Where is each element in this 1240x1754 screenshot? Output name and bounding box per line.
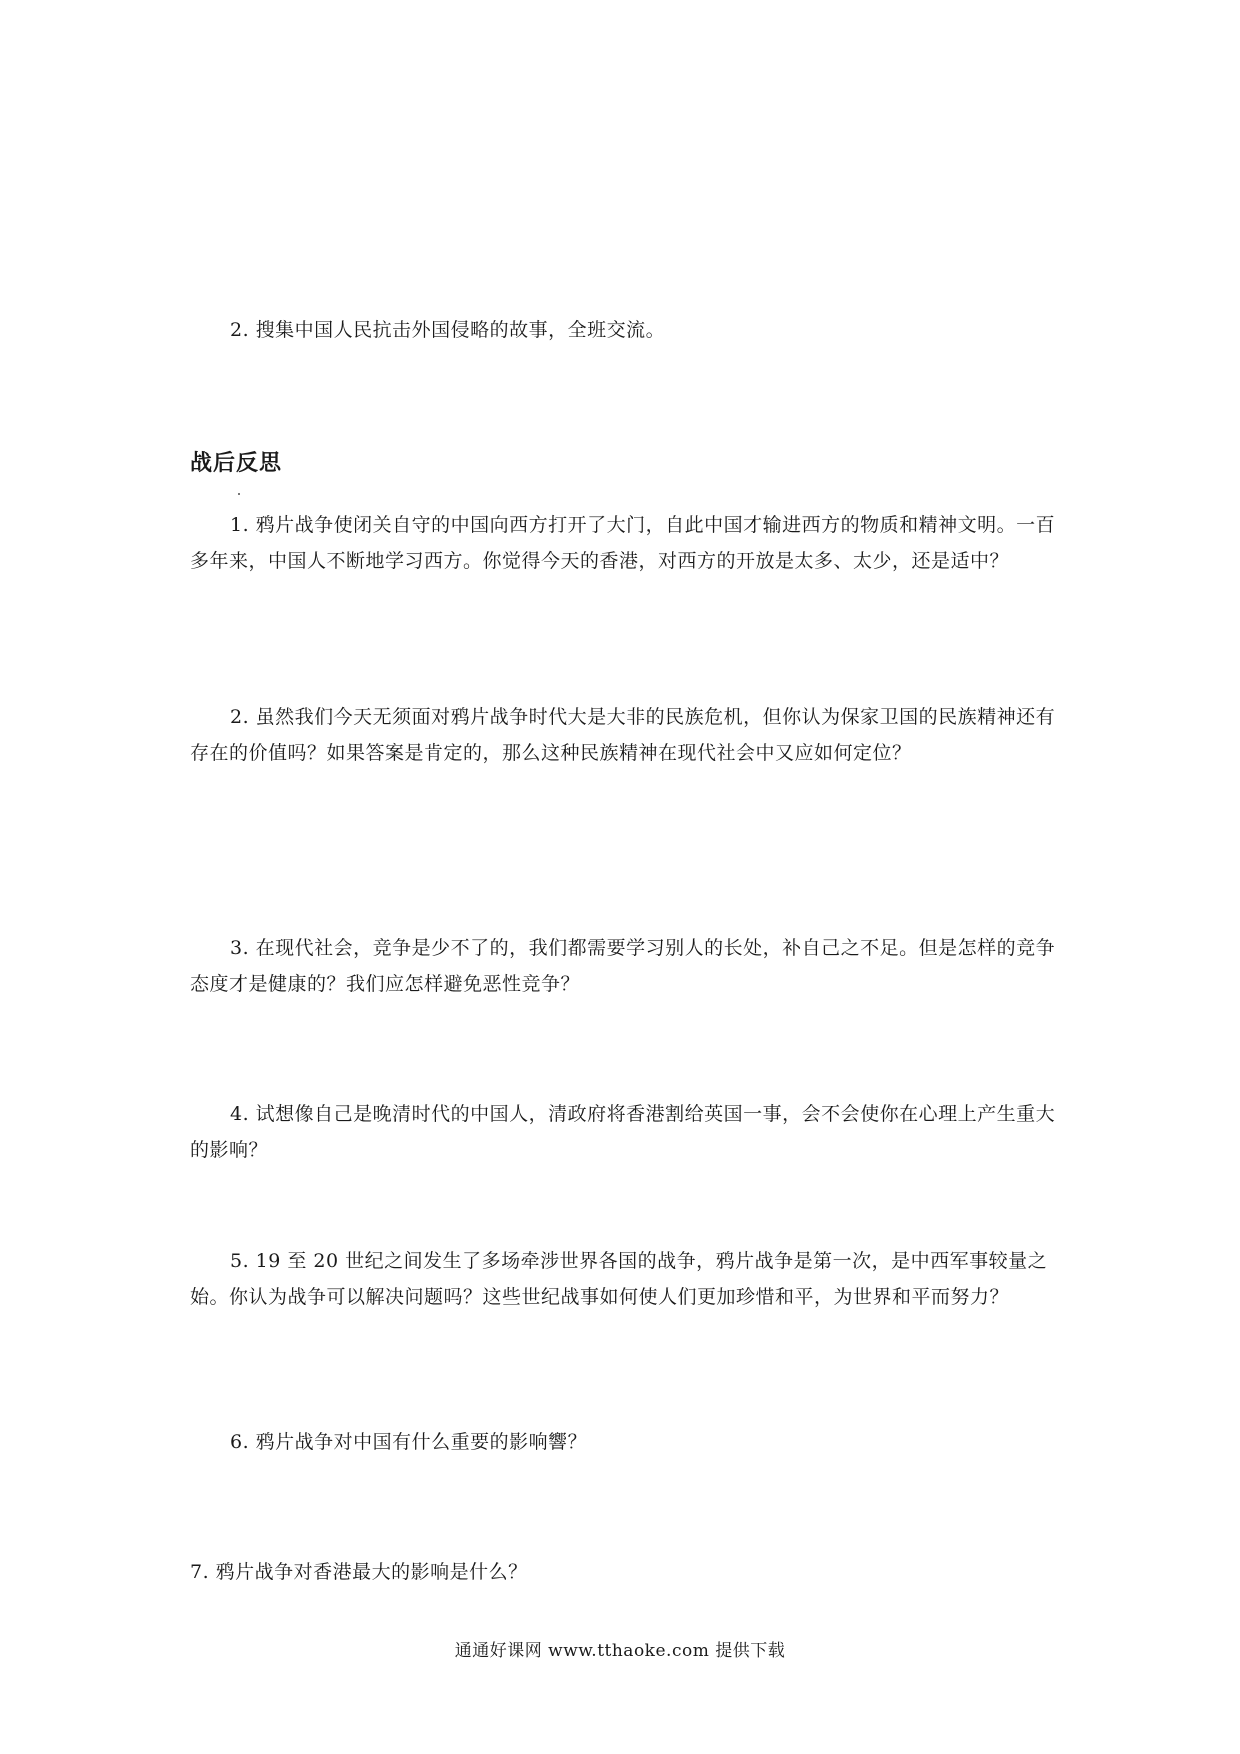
question-1: 1. 鸦片战争使闭关自守的中国向西方打开了大门，自此中国才输进西方的物质和精神文明。一百多年来，中国人不断地学习西方。你觉得今天的香港，对西方的开放是太多、太少，还是适中？ [190,514,1056,572]
page-footer: 通通好课网 www.tthaoke.com 提供下载 [454,1641,786,1661]
scan-speck [238,493,240,495]
question-4: 4. 试想像自己是晚清时代的中国人，清政府将香港割给英国一事，会不会使你在心理上产生重大的影响？ [190,1103,1056,1161]
question-2: 2. 虽然我们今天无须面对鸦片战争时代大是大非的民族危机，但你认为保家卫国的民族精神还有存在的价值吗？如果答案是肯定的，那么这种民族精神在现代社会中又应如何定位？ [190,706,1056,764]
question-7: 7. 鸦片战争对香港最大的影响是什么？ [190,1561,528,1583]
task-2-text: 2. 搜集中国人民抗击外国侵略的故事，全班交流。 [230,319,666,341]
question-3: 3. 在现代社会，竞争是少不了的，我们都需要学习别人的长处，补自己之不足。但是怎样的竞争态度才是健康的？我们应怎样避免恶性竞争？ [190,937,1056,995]
question-5: 5. 19 至 20 世纪之间发生了多场牵涉世界各国的战争，鸦片战争是第一次，是中西军事较量之始。你认为战争可以解决问题吗？这些世纪战事如何使人们更加珍惜和平，为世界和平而努力？ [190,1250,1048,1308]
section-title: 战后反思 [190,450,283,476]
question-6: 6. 鸦片战争对中国有什么重要的影响響？ [230,1431,588,1453]
